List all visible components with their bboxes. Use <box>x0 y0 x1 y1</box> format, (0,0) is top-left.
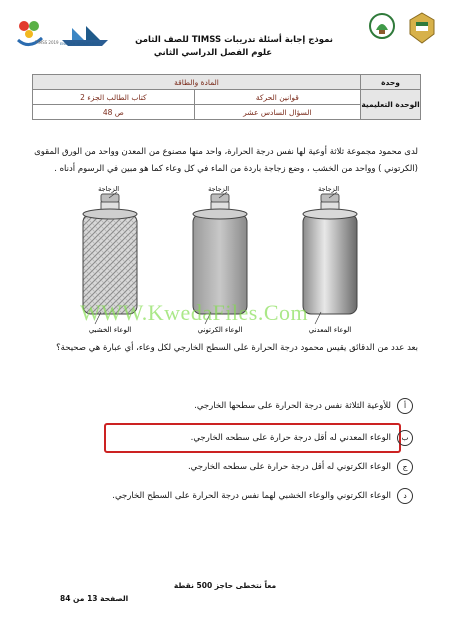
timss-logo-text: TIMSS 2019 <box>35 40 59 45</box>
bottle-label-wood: الزجاجة <box>98 185 119 193</box>
option-d-text[interactable]: الوعاء الكرتوني والوعاء الخشبي لهما نفس درجة الحرارة على السطح الخارجي. <box>112 491 391 501</box>
metal-body <box>303 214 357 314</box>
container-label-wood: الوعاء الخشبي <box>88 326 132 334</box>
intro-paragraph: لدى محمود مجموعة ثلاثة أوعية لها نفس درجة الحرارة، واحد منها مصنوع من المعدن وواحد من الورق المقوى (الكرتوني ) وواحد من الخشب ، وضع زجاجة باردة من الماء في كل وعاء كما هو مبين في الرسوم أدناه . <box>34 147 418 174</box>
question-number-cell: السؤال السادس عشر <box>194 105 360 120</box>
wooden-container <box>83 194 137 314</box>
container-label-cardboard: الوعاء الكرتوني <box>197 326 243 334</box>
school-emblem-icon <box>368 12 396 40</box>
container-label-metal: الوعاء المعدني <box>308 326 352 334</box>
ship-logo-text: ENGLISH DEPARTMENT <box>60 42 100 46</box>
footer-slogan: معاً نتخطى حاجز 500 نقطة <box>173 581 277 590</box>
ministry-emblem-icon <box>404 10 440 46</box>
page-ref-cell: ص 48 <box>33 105 195 120</box>
unit-table <box>32 74 421 120</box>
metal-container <box>303 194 357 314</box>
cardboard-body <box>193 214 247 314</box>
unit-label: وحدة <box>361 75 421 90</box>
cardboard-container <box>193 194 247 314</box>
page-subtitle: علوم الفصل الدراسي الثاني <box>153 48 273 58</box>
lesson-cell: قوانين الحركة <box>194 90 360 105</box>
page-title: نموذج إجابة أسئلة تدريبات TIMSS للصف الثامن <box>135 35 333 45</box>
section-label: الوحدة التعليمية <box>361 90 421 120</box>
page-number: الصفحة 13 من 84 <box>60 594 129 603</box>
bottle-cap <box>101 194 119 202</box>
option-c-text[interactable]: الوعاء الكرتوني له أقل درجة حرارة على سطحه الخارجي. <box>187 462 391 472</box>
option-b-letter[interactable]: ب <box>397 430 413 446</box>
bottle-label-metal: الزجاجة <box>318 185 339 193</box>
option-c-letter[interactable]: ج <box>397 459 413 475</box>
option-a-text[interactable]: للأوعية الثلاثة نفس درجة الحرارة على سطحها الخارجي. <box>194 401 391 411</box>
watermark-text: WWW.KwedaFiles.Com <box>80 300 309 325</box>
bottle-label-cardboard: الزجاجة <box>208 185 229 193</box>
timss-logo <box>14 18 48 52</box>
option-d-letter[interactable]: د <box>397 488 413 504</box>
option-b-text[interactable]: الوعاء المعدني له أقل درجة حرارة على سطحه الخارجي. <box>190 433 391 443</box>
unit-value: المادة والطاقة <box>33 75 361 90</box>
wooden-body <box>83 214 137 314</box>
question-text: بعد عدد من الدقائق يقيس محمود درجة الحرارة على السطح الخارجي لكل وعاء، أي عبارة هي صحيحة؟ <box>56 343 418 353</box>
book-cell: كتاب الطالب الجزء 2 <box>33 90 195 105</box>
option-a-letter[interactable]: أ <box>397 398 413 414</box>
